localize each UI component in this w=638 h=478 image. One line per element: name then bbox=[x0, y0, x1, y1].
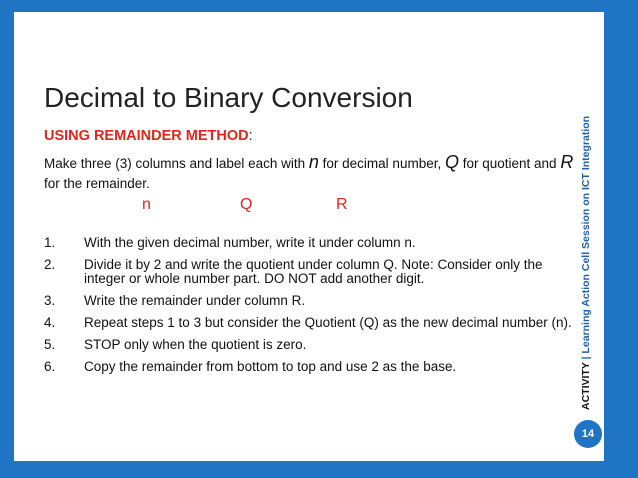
side-separator: | bbox=[580, 353, 592, 363]
intro-var-q: Q bbox=[444, 152, 459, 172]
method-heading bbox=[44, 128, 253, 144]
intro-var-n: n bbox=[308, 152, 319, 172]
step-text: Copy the remainder from bottom to top and use 2 as the base. bbox=[84, 359, 457, 374]
step-text: STOP only when the quotient is zero. bbox=[84, 337, 307, 352]
column-labels bbox=[14, 196, 604, 220]
steps-list bbox=[44, 236, 584, 382]
column-label-n: n bbox=[142, 196, 151, 213]
list-item bbox=[44, 258, 584, 286]
step-text: Repeat steps 1 to 3 but consider the Quotient (Q) as the new decimal number (n). bbox=[84, 315, 572, 330]
slide-title: Decimal to Binary Conversion bbox=[44, 82, 413, 113]
step-number: 3. bbox=[44, 293, 56, 308]
list-item bbox=[44, 236, 584, 250]
step-text: With the given decimal number, write it under column n. bbox=[84, 235, 416, 250]
list-item bbox=[44, 316, 584, 330]
session-text: Learning Action Cell Session on ICT Integration bbox=[580, 115, 592, 354]
list-item bbox=[44, 294, 584, 308]
slide-canvas bbox=[14, 12, 604, 461]
column-label-q: Q bbox=[240, 196, 253, 213]
page-number-badge: 14 bbox=[574, 420, 602, 448]
step-number: 5. bbox=[44, 337, 56, 352]
step-number: 2. bbox=[44, 257, 56, 272]
column-label-r: R bbox=[336, 196, 348, 213]
intro-var-r: R bbox=[560, 152, 574, 172]
method-heading-text: USING REMAINDER METHOD bbox=[44, 128, 249, 144]
intro-text-3: for quotient and bbox=[458, 156, 561, 171]
intro-text-2: for decimal number, bbox=[318, 156, 445, 171]
step-number: 4. bbox=[44, 315, 56, 330]
side-caption bbox=[580, 116, 592, 410]
method-heading-colon: : bbox=[248, 128, 253, 144]
step-number: 1. bbox=[44, 235, 56, 250]
list-item bbox=[44, 338, 584, 352]
intro-text-4: for the remainder. bbox=[44, 176, 150, 191]
step-text: Write the remainder under column R. bbox=[84, 293, 306, 308]
intro-paragraph bbox=[44, 152, 574, 194]
step-number: 6. bbox=[44, 359, 56, 374]
step-text: Divide it by 2 and write the quotient under column Q. Note: Consider only the integer or whole number part. DO NOT add another digit. bbox=[84, 257, 543, 286]
list-item bbox=[44, 360, 584, 374]
intro-text-1: Make three (3) columns and label each with bbox=[44, 156, 309, 171]
activity-label: ACTIVITY bbox=[580, 362, 592, 410]
